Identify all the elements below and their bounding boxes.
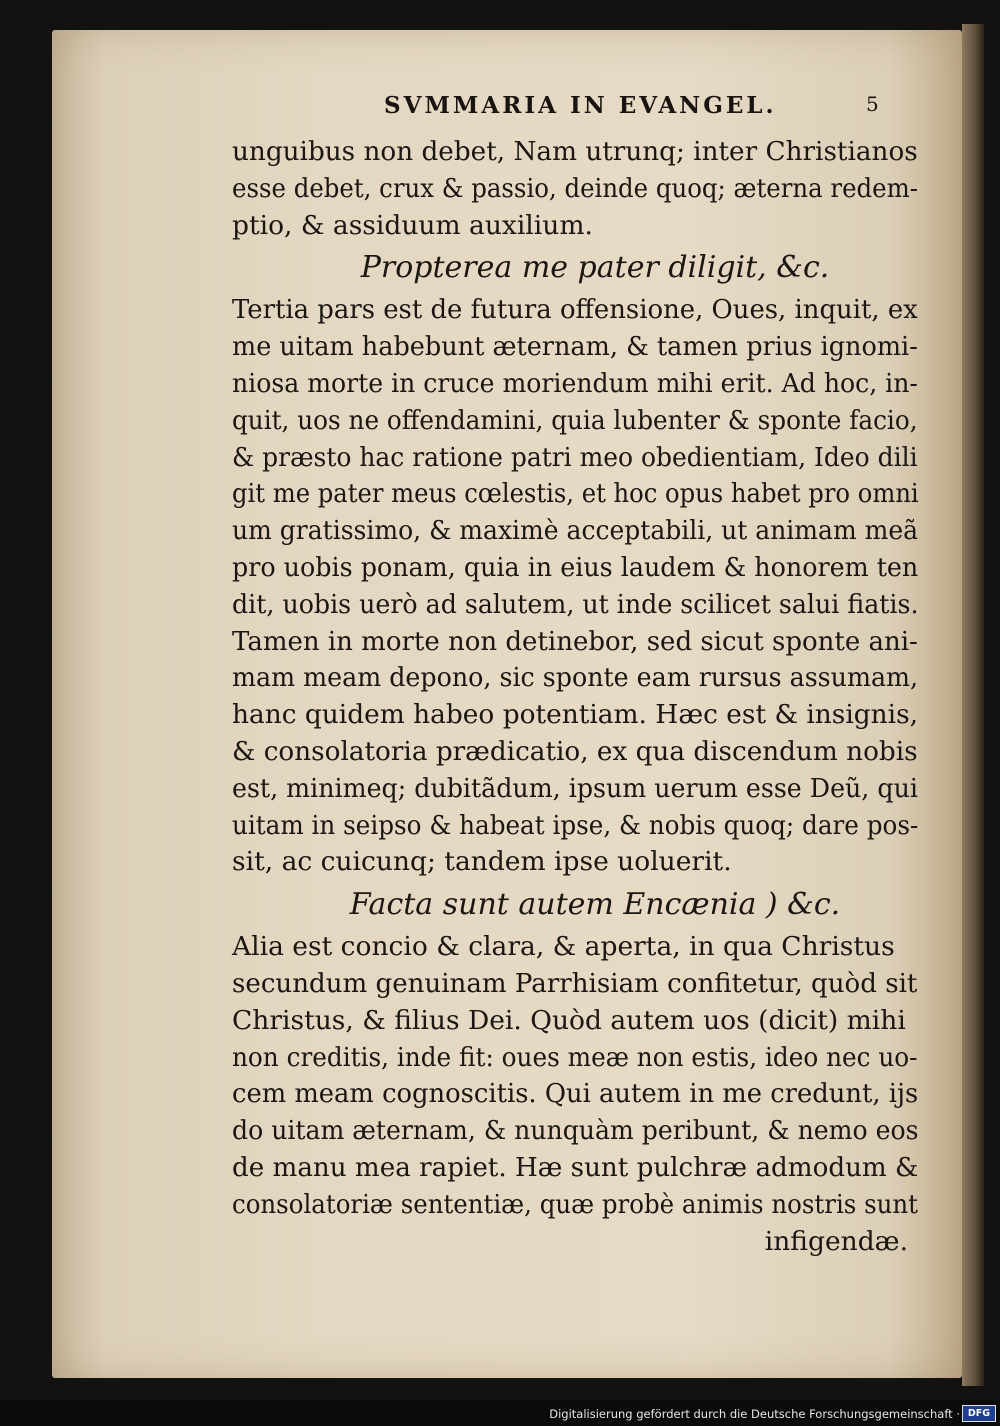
section-heading: Facta sunt autem Encænia ) &c. xyxy=(349,887,841,923)
text-line: do uitam æternam, & nunquàm peribunt, & nemo eos xyxy=(232,1115,919,1147)
funding-credit: Digitalisierung gefördert durch die Deutsche Forschungsgemeinschaft · xyxy=(549,1407,960,1421)
text-line: cem meam cognoscitis. Qui autem in me credunt, ijs xyxy=(232,1078,919,1110)
text-line: ptio, & assiduum auxilium. xyxy=(232,209,593,241)
text-line: dit, uobis uerò ad salutem, ut inde scilicet salui fiatis. xyxy=(232,588,919,620)
text-line: & consolatoria prædicatio, ex qua discendum nobis xyxy=(232,735,918,767)
text-line: Tertia pars est de futura offensione, Oues, inquit, ex xyxy=(232,294,918,326)
text-line: niosa morte in cruce moriendum mihi erit. Ad hoc, in- xyxy=(232,367,918,399)
text-line: est, minimeq; dubitãdum, ipsum uerum esse Deũ, qui xyxy=(232,772,918,804)
text-block xyxy=(232,134,918,1260)
text-line: consolatoriæ sententiæ, quæ probè animis nostris sunt xyxy=(232,1188,918,1220)
text-line: me uitam habebunt æternam, & tamen prius ignomi- xyxy=(232,331,918,363)
text-line: non creditis, inde fit: oues meæ non estis, ideo nec uo- xyxy=(232,1041,918,1073)
text-line: uitam in seipso & habeat ipse, & nobis quoq; dare pos- xyxy=(232,809,919,841)
text-line: Christus, & filius Dei. Quòd autem uos (dicit) mihi xyxy=(232,1004,906,1036)
text-line: & præsto hac ratione patri meo obedientiam, Ideo dili xyxy=(232,441,918,473)
text-line: pro uobis ponam, quia in eius laudem & honorem ten xyxy=(232,551,919,583)
text-line: esse debet, crux & passio, deinde quoq; æterna redem- xyxy=(232,172,918,204)
text-line: Alia est concio & clara, & aperta, in qua Christus xyxy=(232,931,895,963)
text-line: mam meam depono, sic sponte eam rursus assumam, xyxy=(232,662,919,694)
text-line: secundum genuinam Parrhisiam confitetur, quòd sit xyxy=(232,967,918,999)
text-line: hanc quidem habeo potentiam. Hæc est & insignis, xyxy=(232,699,919,731)
text-line: unguibus non debet, Nam utrunq; inter Christianos xyxy=(232,136,918,167)
section-heading: Propterea me pater diligit, &c. xyxy=(360,250,830,286)
text-line: Tamen in morte non detinebor, sed sicut sponte ani- xyxy=(232,625,918,657)
text-line: sit, ac cuicunq; tandem ipse uoluerit. xyxy=(232,846,732,878)
text-line: um gratissimo, & maximè acceptabili, ut animam meã xyxy=(232,515,919,547)
catchword-line: infigendæ. xyxy=(764,1225,908,1257)
digitization-footer xyxy=(0,1400,1000,1426)
running-head: SVMMARIA IN EVANGEL. xyxy=(384,92,777,119)
book-fore-edge xyxy=(962,24,984,1386)
dfg-logo-icon: DFG xyxy=(962,1405,996,1422)
text-line: quit, uos ne offendamini, quia lubenter & sponte facio, xyxy=(232,404,918,436)
folio-number: 5 xyxy=(866,92,879,116)
text-line: git me pater meus cœlestis, et hoc opus habet pro omni xyxy=(232,478,919,510)
text-line: de manu mea rapiet. Hæ sunt pulchræ admodum & xyxy=(232,1151,919,1183)
